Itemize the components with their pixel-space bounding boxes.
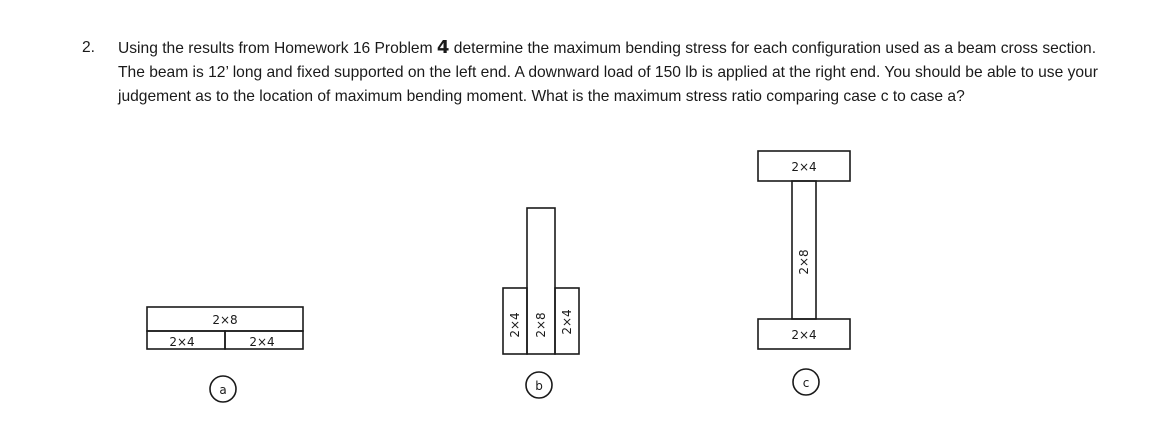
figure-a-left-board-label: 2×4 bbox=[169, 335, 195, 349]
figure-c-bottom-flange-label: 2×4 bbox=[791, 328, 817, 342]
figure-a-label: a bbox=[219, 383, 227, 397]
problem-text-after: determine the maximum bending stress for each configuration used as a beam cross section. The beam is 12’ long and fixed supported on the left end. A downward load of 150 lb is applied at the right end. You should be able to use your judgement as to the location of maximum bending moment. What is the maximum stress ratio comparing case c to case a? bbox=[118, 40, 1098, 105]
figure-c-top-flange-label: 2×4 bbox=[791, 160, 817, 174]
figure-c-web-label: 2×8 bbox=[797, 249, 811, 275]
figure-a-top-board-label: 2×8 bbox=[212, 313, 238, 327]
problem-number: 2. bbox=[82, 39, 96, 56]
handwritten-problem-number: 4 bbox=[436, 37, 450, 58]
figure-c-label: c bbox=[802, 376, 810, 390]
figure-a-right-board-label: 2×4 bbox=[249, 335, 275, 349]
figure-b-label: b bbox=[535, 379, 543, 393]
figure-b bbox=[503, 208, 579, 398]
figure-b-left-board-label: 2×4 bbox=[508, 312, 522, 338]
figure-b-right-board-label: 2×4 bbox=[560, 309, 574, 335]
problem-text-before: Using the results from Homework 16 Problem bbox=[118, 40, 437, 57]
figure-b-center-board-label: 2×8 bbox=[534, 312, 548, 338]
